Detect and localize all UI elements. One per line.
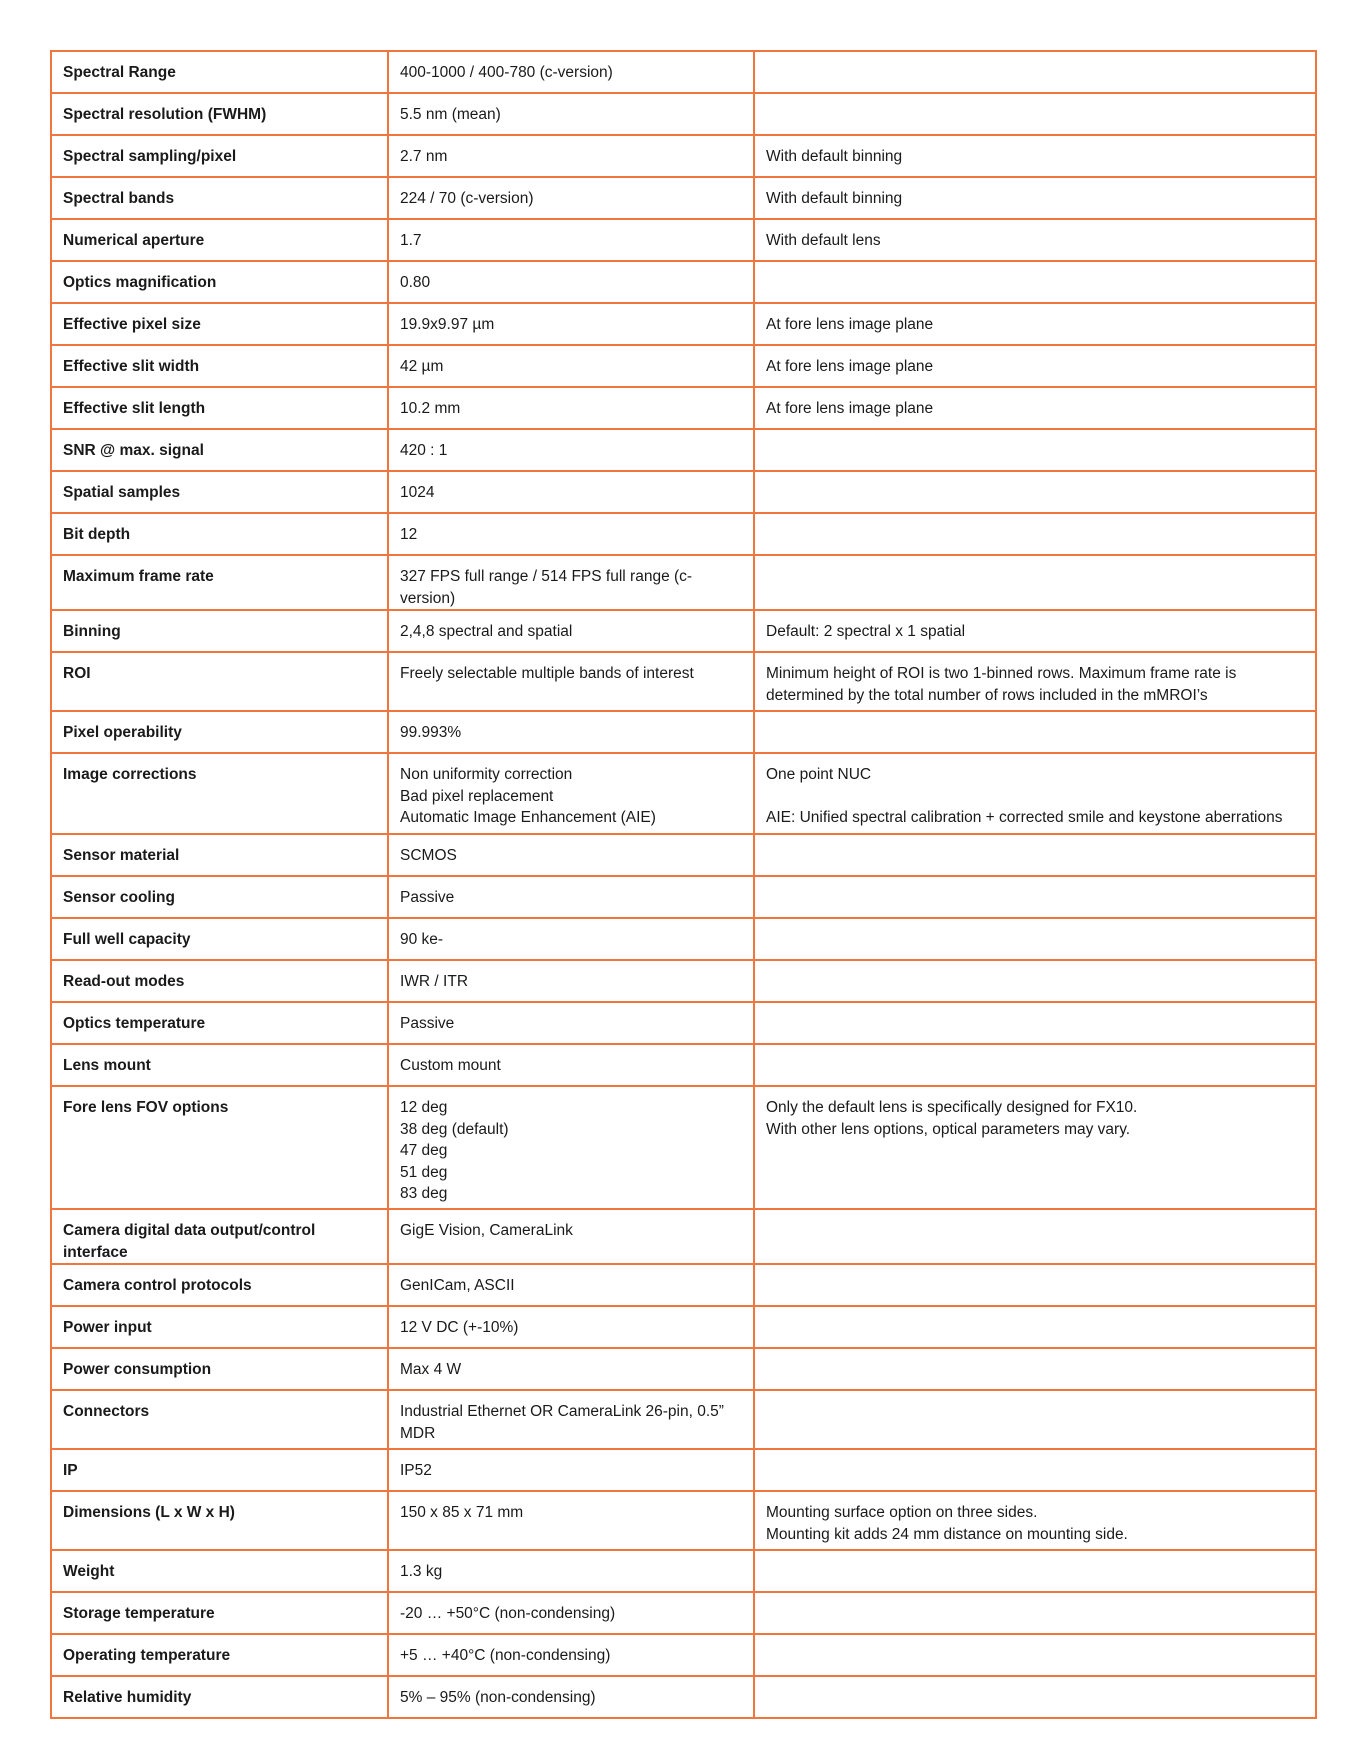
spec-value-cell: SCMOS xyxy=(388,834,754,876)
spec-row xyxy=(51,471,1316,513)
spec-row xyxy=(51,753,1316,834)
spec-note-cell xyxy=(754,51,1316,93)
spec-note-cell xyxy=(754,876,1316,918)
spec-row xyxy=(51,51,1316,93)
spec-note-cell xyxy=(754,513,1316,555)
spec-table xyxy=(50,50,1317,1719)
spec-note-cell xyxy=(754,555,1316,610)
spec-name-cell: IP xyxy=(51,1449,388,1491)
spec-name-cell: Storage temperature xyxy=(51,1592,388,1634)
spec-value-cell: 12 xyxy=(388,513,754,555)
spec-row xyxy=(51,345,1316,387)
spec-name-cell: Spectral bands xyxy=(51,177,388,219)
spec-value-cell: 2,4,8 spectral and spatial xyxy=(388,610,754,652)
spec-row xyxy=(51,429,1316,471)
spec-name-cell: Optics temperature xyxy=(51,1002,388,1044)
spec-value-cell: 224 / 70 (c-version) xyxy=(388,177,754,219)
spec-name-cell: Sensor cooling xyxy=(51,876,388,918)
spec-note-cell xyxy=(754,1306,1316,1348)
spec-name-cell: Full well capacity xyxy=(51,918,388,960)
spec-note-cell: Default: 2 spectral x 1 spatial xyxy=(754,610,1316,652)
spec-note-cell xyxy=(754,261,1316,303)
spec-row xyxy=(51,1550,1316,1592)
spec-name-cell: Weight xyxy=(51,1550,388,1592)
spec-value-cell: 1.3 kg xyxy=(388,1550,754,1592)
spec-note-cell xyxy=(754,471,1316,513)
spec-value-cell: Non uniformity correction Bad pixel replacement Automatic Image Enhancement (AIE) xyxy=(388,753,754,834)
spec-note-cell xyxy=(754,1348,1316,1390)
spec-value-cell: 0.80 xyxy=(388,261,754,303)
spec-name-cell: Camera digital data output/control interface xyxy=(51,1209,388,1264)
spec-value-cell: -20 … +50°C (non-condensing) xyxy=(388,1592,754,1634)
spec-note-cell xyxy=(754,93,1316,135)
spec-row xyxy=(51,1390,1316,1449)
spec-name-cell: Operating temperature xyxy=(51,1634,388,1676)
spec-name-cell: Power input xyxy=(51,1306,388,1348)
spec-row xyxy=(51,1592,1316,1634)
spec-value-cell: 150 x 85 x 71 mm xyxy=(388,1491,754,1550)
spec-note-cell xyxy=(754,1676,1316,1718)
spec-value-cell: 10.2 mm xyxy=(388,387,754,429)
spec-note-cell: With default binning xyxy=(754,135,1316,177)
spec-note-cell xyxy=(754,1449,1316,1491)
spec-note-cell xyxy=(754,1592,1316,1634)
spec-row xyxy=(51,555,1316,610)
spec-value-cell: 12 deg 38 deg (default) 47 deg 51 deg 83 deg xyxy=(388,1086,754,1209)
spec-note-cell xyxy=(754,1264,1316,1306)
spec-value-cell: GigE Vision, CameraLink xyxy=(388,1209,754,1264)
spec-value-cell: IP52 xyxy=(388,1449,754,1491)
spec-note-cell xyxy=(754,1550,1316,1592)
spec-name-cell: Connectors xyxy=(51,1390,388,1449)
spec-name-cell: Sensor material xyxy=(51,834,388,876)
spec-note-cell xyxy=(754,834,1316,876)
spec-value-cell: 99.993% xyxy=(388,711,754,753)
spec-value-cell: 1024 xyxy=(388,471,754,513)
spec-name-cell: Bit depth xyxy=(51,513,388,555)
spec-note-cell xyxy=(754,711,1316,753)
spec-value-cell: Passive xyxy=(388,876,754,918)
spec-value-cell: 1.7 xyxy=(388,219,754,261)
spec-value-cell: 400-1000 / 400-780 (c-version) xyxy=(388,51,754,93)
spec-note-cell: With default lens xyxy=(754,219,1316,261)
spec-note-cell xyxy=(754,1002,1316,1044)
spec-note-cell: Mounting surface option on three sides. Mounting kit adds 24 mm distance on mounting side. xyxy=(754,1491,1316,1550)
spec-note-cell: Minimum height of ROI is two 1-binned rows. Maximum frame rate is determined by the total number of rows included in the mMROI’s xyxy=(754,652,1316,711)
spec-row xyxy=(51,177,1316,219)
spec-row xyxy=(51,1002,1316,1044)
spec-value-cell: 12 V DC (+-10%) xyxy=(388,1306,754,1348)
spec-row xyxy=(51,711,1316,753)
spec-name-cell: Spectral sampling/pixel xyxy=(51,135,388,177)
spec-name-cell: Maximum frame rate xyxy=(51,555,388,610)
spec-note-cell xyxy=(754,1390,1316,1449)
spec-row xyxy=(51,610,1316,652)
spec-row xyxy=(51,834,1316,876)
spec-row xyxy=(51,1634,1316,1676)
spec-note-cell xyxy=(754,1209,1316,1264)
spec-note-cell: At fore lens image plane xyxy=(754,345,1316,387)
spec-name-cell: Effective slit width xyxy=(51,345,388,387)
spec-value-cell: IWR / ITR xyxy=(388,960,754,1002)
spec-name-cell: Spectral Range xyxy=(51,51,388,93)
spec-value-cell: 5.5 nm (mean) xyxy=(388,93,754,135)
spec-row xyxy=(51,1449,1316,1491)
spec-value-cell: +5 … +40°C (non-condensing) xyxy=(388,1634,754,1676)
spec-row xyxy=(51,1676,1316,1718)
spec-name-cell: Power consumption xyxy=(51,1348,388,1390)
spec-row xyxy=(51,1044,1316,1086)
spec-value-cell: 19.9x9.97 µm xyxy=(388,303,754,345)
spec-value-cell: 90 ke- xyxy=(388,918,754,960)
spec-name-cell: Binning xyxy=(51,610,388,652)
spec-value-cell: Max 4 W xyxy=(388,1348,754,1390)
spec-name-cell: Effective slit length xyxy=(51,387,388,429)
spec-name-cell: SNR @ max. signal xyxy=(51,429,388,471)
spec-name-cell: Relative humidity xyxy=(51,1676,388,1718)
spec-note-cell: At fore lens image plane xyxy=(754,303,1316,345)
spec-row xyxy=(51,93,1316,135)
spec-row xyxy=(51,1209,1316,1264)
spec-row xyxy=(51,303,1316,345)
spec-row xyxy=(51,513,1316,555)
spec-note-cell: With default binning xyxy=(754,177,1316,219)
spec-value-cell: GenICam, ASCII xyxy=(388,1264,754,1306)
spec-name-cell: Read-out modes xyxy=(51,960,388,1002)
spec-note-cell xyxy=(754,960,1316,1002)
spec-row xyxy=(51,387,1316,429)
spec-value-cell: Custom mount xyxy=(388,1044,754,1086)
spec-value-cell: Freely selectable multiple bands of interest xyxy=(388,652,754,711)
spec-value-cell: 42 µm xyxy=(388,345,754,387)
spec-name-cell: Pixel operability xyxy=(51,711,388,753)
spec-value-cell: 2.7 nm xyxy=(388,135,754,177)
spec-name-cell: Lens mount xyxy=(51,1044,388,1086)
spec-row xyxy=(51,1306,1316,1348)
spec-name-cell: Image corrections xyxy=(51,753,388,834)
spec-row xyxy=(51,261,1316,303)
spec-row xyxy=(51,960,1316,1002)
spec-row xyxy=(51,1086,1316,1209)
spec-note-cell xyxy=(754,429,1316,471)
spec-name-cell: Optics magnification xyxy=(51,261,388,303)
spec-name-cell: Effective pixel size xyxy=(51,303,388,345)
spec-note-cell: One point NUC AIE: Unified spectral calibration + corrected smile and keystone aberrations xyxy=(754,753,1316,834)
spec-row xyxy=(51,219,1316,261)
spec-name-cell: Spatial samples xyxy=(51,471,388,513)
spec-row xyxy=(51,1264,1316,1306)
spec-row xyxy=(51,135,1316,177)
spec-note-cell xyxy=(754,918,1316,960)
spec-value-cell: 5% – 95% (non-condensing) xyxy=(388,1676,754,1718)
spec-row xyxy=(51,918,1316,960)
spec-row xyxy=(51,1491,1316,1550)
spec-value-cell: Industrial Ethernet OR CameraLink 26-pin, 0.5” MDR xyxy=(388,1390,754,1449)
spec-note-cell xyxy=(754,1634,1316,1676)
spec-name-cell: Fore lens FOV options xyxy=(51,1086,388,1209)
spec-name-cell: Dimensions (L x W x H) xyxy=(51,1491,388,1550)
spec-name-cell: Numerical aperture xyxy=(51,219,388,261)
spec-note-cell: At fore lens image plane xyxy=(754,387,1316,429)
spec-row xyxy=(51,876,1316,918)
spec-value-cell: Passive xyxy=(388,1002,754,1044)
spec-name-cell: Spectral resolution (FWHM) xyxy=(51,93,388,135)
spec-name-cell: ROI xyxy=(51,652,388,711)
spec-row xyxy=(51,1348,1316,1390)
spec-note-cell: Only the default lens is specifically designed for FX10. With other lens options, optical parameters may vary. xyxy=(754,1086,1316,1209)
spec-note-cell xyxy=(754,1044,1316,1086)
spec-table-body xyxy=(51,51,1316,1718)
spec-row xyxy=(51,652,1316,711)
spec-value-cell: 420 : 1 xyxy=(388,429,754,471)
spec-value-cell: 327 FPS full range / 514 FPS full range (c-version) xyxy=(388,555,754,610)
spec-name-cell: Camera control protocols xyxy=(51,1264,388,1306)
